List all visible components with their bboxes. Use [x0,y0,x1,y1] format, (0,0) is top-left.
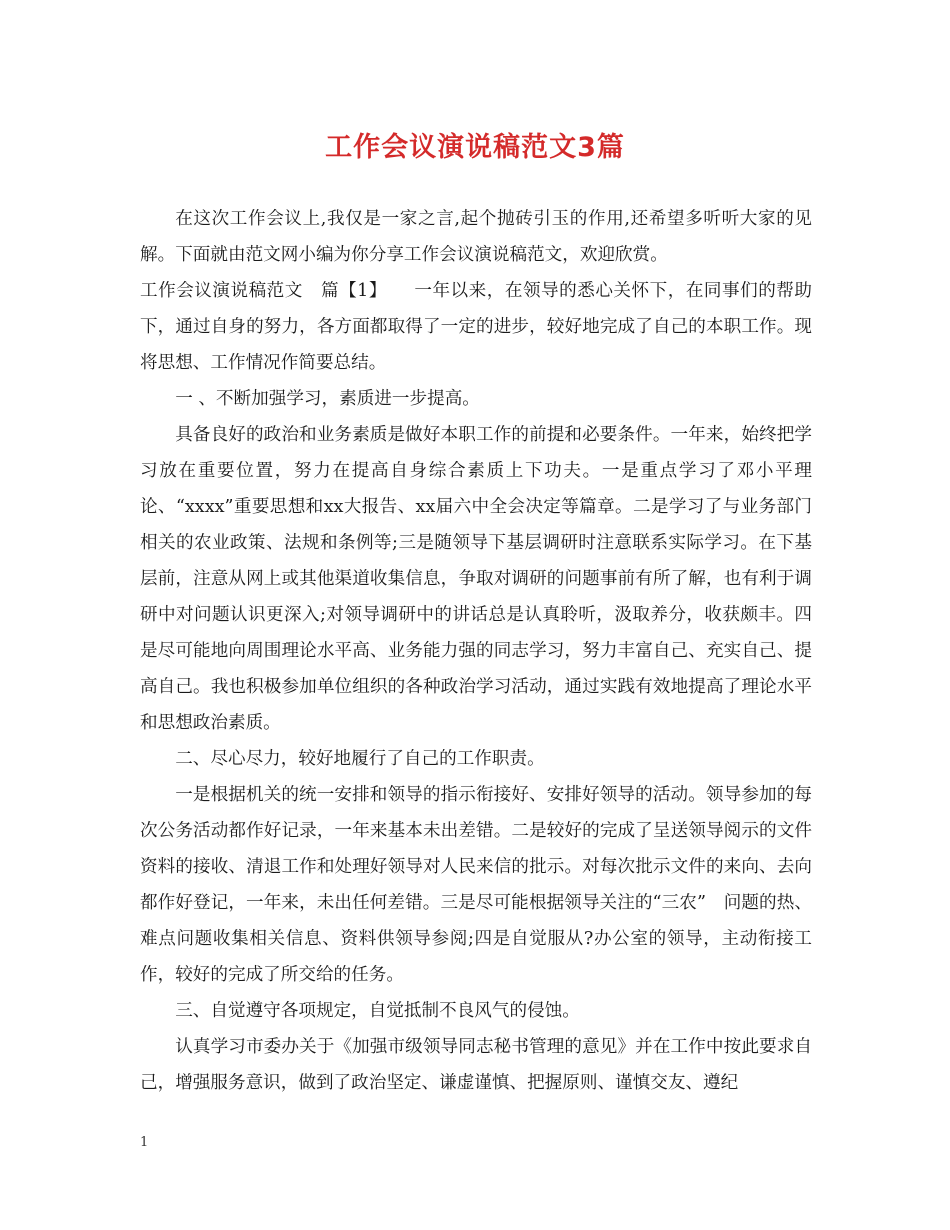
paragraph-duties: 一是根据机关的统一安排和领导的指示衔接好、安排好领导的活动。领导参加的每次公务活动都作好记录，一年来基本未出差错。二是较好的完成了呈送领导阅示的文件资料的接收、清退工作和处理好领导对人民来信的批示。对每次批示文件的来向、去向都作好登记，一年来，未出任何差错。三是尽可能根据领导关注的“三农” 问题的热、难点问题收集相关信息、资料供领导参阅;四是自觉服从?办公室的领导，主动衔接工作，较好的完成了所交给的任务。 [140,785,812,985]
section-heading-1: 一 、不断加强学习，素质进一步提高。 [175,389,480,409]
paragraph-regulations: 认真学习市委办关于《加强市级领导同志秘书管理的意见》并在工作中按此要求自己，增强服务意识，做到了政治坚定、谦虚谨慎、把握原则、谨慎交友、遵纪 [140,1037,812,1093]
section-heading-3: 三、自觉遵守各项规定，自觉抵制不良风气的侵蚀。 [175,1001,580,1021]
page-number: 1 [140,1135,149,1150]
document-body [140,201,812,1101]
paragraph-learning: 具备良好的政治和业务素质是做好本职工作的前提和必要条件。一年来，始终把学习放在重要位置，努力在提高自身综合素质上下功夫。一是重点学习了邓小平理论、“xxxx”重要思想和xx大报告、xx届六中全会决定等篇章。二是学习了与业务部门相关的农业政策、法规和条例等;三是随领导下基层调研时注意联系实际学习。在下基层前，注意从网上或其他渠道收集信息，争取对调研的问题事前有所了解，也有利于调研中对问题认识更深入;对领导调研中的讲话总是认真聆听，汲取养分，收获颇丰。四是尽可能地向周围理论水平高、业务能力强的同志学习，努力丰富自己、充实自己、提高自己。我也积极参加单位组织的各种政治学习活动，通过实践有效地提高了理论水平和思想政治素质。 [140,425,812,733]
section-heading-2: 二、尽心尽力，较好地履行了自己的工作职责。 [175,749,545,769]
paragraph-article-1-opening: 工作会议演说稿范文 篇【1】 一年以来，在领导的悉心关怀下，在同事们的帮助下，通过自身的努力，各方面都取得了一定的进步，较好地完成了自己的本职工作。现将思想、工作情况作简要总结。 [140,281,812,373]
paragraph-intro: 在这次工作会议上,我仅是一家之言,起个抛砖引玉的作用,还希望多听听大家的见解。下面就由范文网小编为你分享工作会议演说稿范文，欢迎欣赏。 [140,209,812,265]
document-title: 工作会议演说稿范文3篇 [325,132,625,163]
